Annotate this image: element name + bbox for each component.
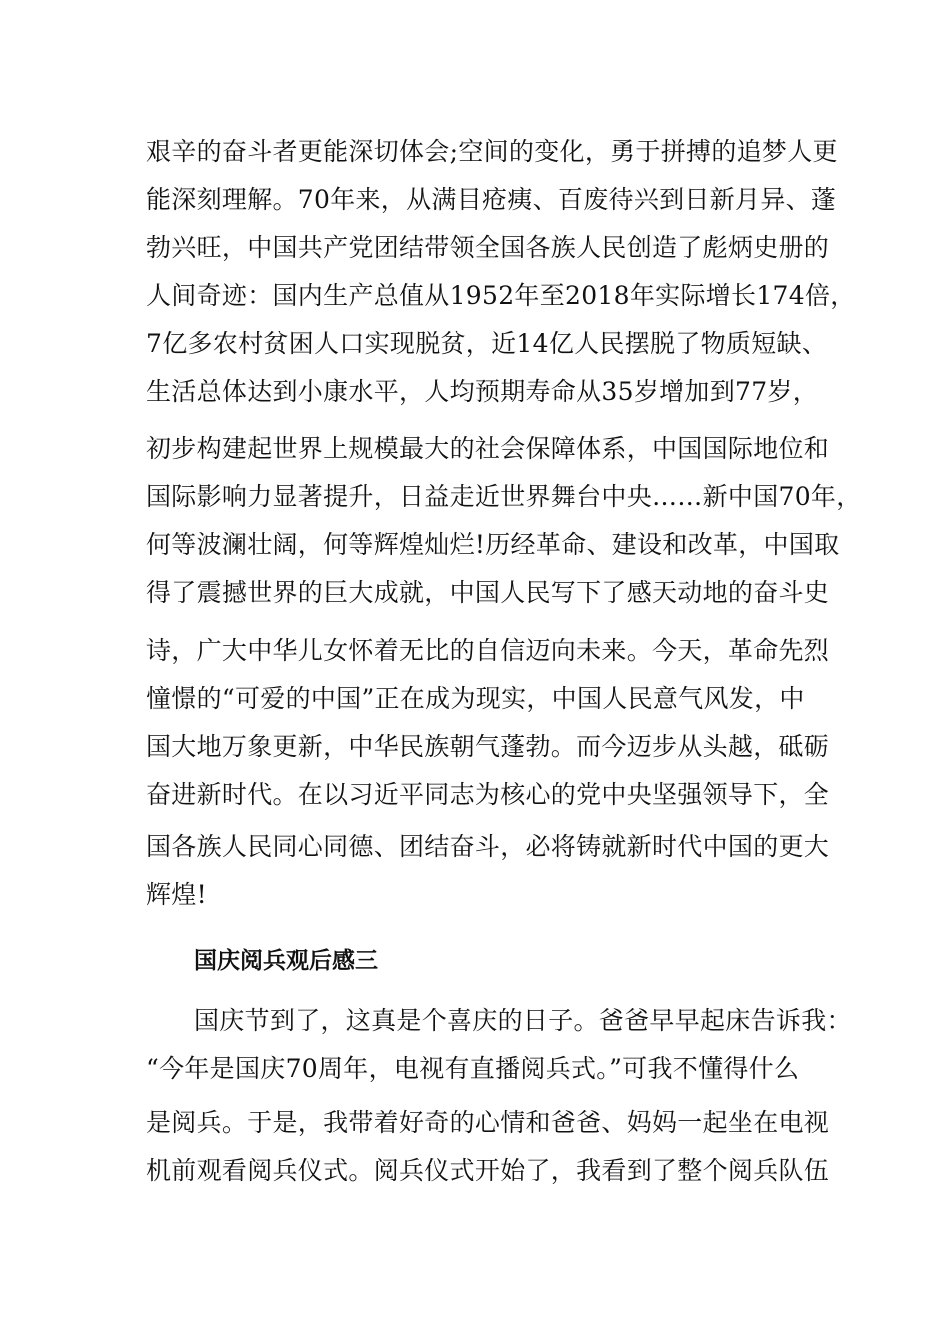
- paragraph-line: 机前观看阅兵仪式。阅兵仪式开始了，我看到了整个阅兵队伍: [146, 1156, 830, 1185]
- paragraph-line: “今年是国庆70周年，电视有直播阅兵式。”可我不懂得什么: [146, 1054, 800, 1083]
- paragraph-line: 是阅兵。于是，我带着好奇的心情和爸爸、妈妈一起坐在电视: [146, 1108, 830, 1137]
- paragraph-line: 何等波澜壮阔，何等辉煌灿烂!历经革命、建设和改革，中国取: [146, 530, 840, 559]
- section-heading: 国庆阅兵观后感三: [194, 948, 378, 974]
- paragraph-line: 国际影响力显著提升，日益走近世界舞台中央……新中国70年，: [146, 482, 862, 511]
- paragraph-line: 得了震撼世界的巨大成就，中国人民写下了感天动地的奋斗史: [146, 578, 830, 607]
- paragraph-line: 憧憬的“可爱的中国”正在成为现实，中国人民意气风发，中: [146, 684, 805, 713]
- paragraph-line: 奋进新时代。在以习近平同志为核心的党中央坚强领导下，全: [146, 780, 830, 809]
- paragraph-line: 国各族人民同心同德、团结奋斗，必将铸就新时代中国的更大: [146, 832, 830, 861]
- paragraph-line: 能深刻理解。70年来，从满目疮痍、百废待兴到日新月异、蓬: [146, 185, 837, 214]
- paragraph-line: 辉煌!: [146, 880, 207, 909]
- paragraph-line: 初步构建起世界上规模最大的社会保障体系，中国国际地位和: [146, 434, 830, 463]
- paragraph-line: 诗，广大中华儿女怀着无比的自信迈向未来。今天，革命先烈: [146, 636, 830, 665]
- paragraph-line: 艰辛的奋斗者更能深切体会;空间的变化，勇于拼搏的追梦人更: [146, 137, 838, 166]
- paragraph-line: 国庆节到了，这真是个喜庆的日子。爸爸早早起床告诉我：: [194, 1006, 852, 1035]
- paragraph-line: 勃兴旺，中国共产党团结带领全国各族人民创造了彪炳史册的: [146, 233, 830, 262]
- paragraph-line: 生活总体达到小康水平，人均预期寿命从35岁增加到77岁，: [146, 377, 819, 406]
- paragraph-line: 人间奇迹：国内生产总值从1952年至2018年实际增长174倍，: [146, 281, 856, 310]
- paragraph-line: 7亿多农村贫困人口实现脱贫，近14亿人民摆脱了物质短缺、: [146, 329, 828, 358]
- paragraph-line: 国大地万象更新，中华民族朝气蓬勃。而今迈步从头越，砥砺: [146, 732, 830, 761]
